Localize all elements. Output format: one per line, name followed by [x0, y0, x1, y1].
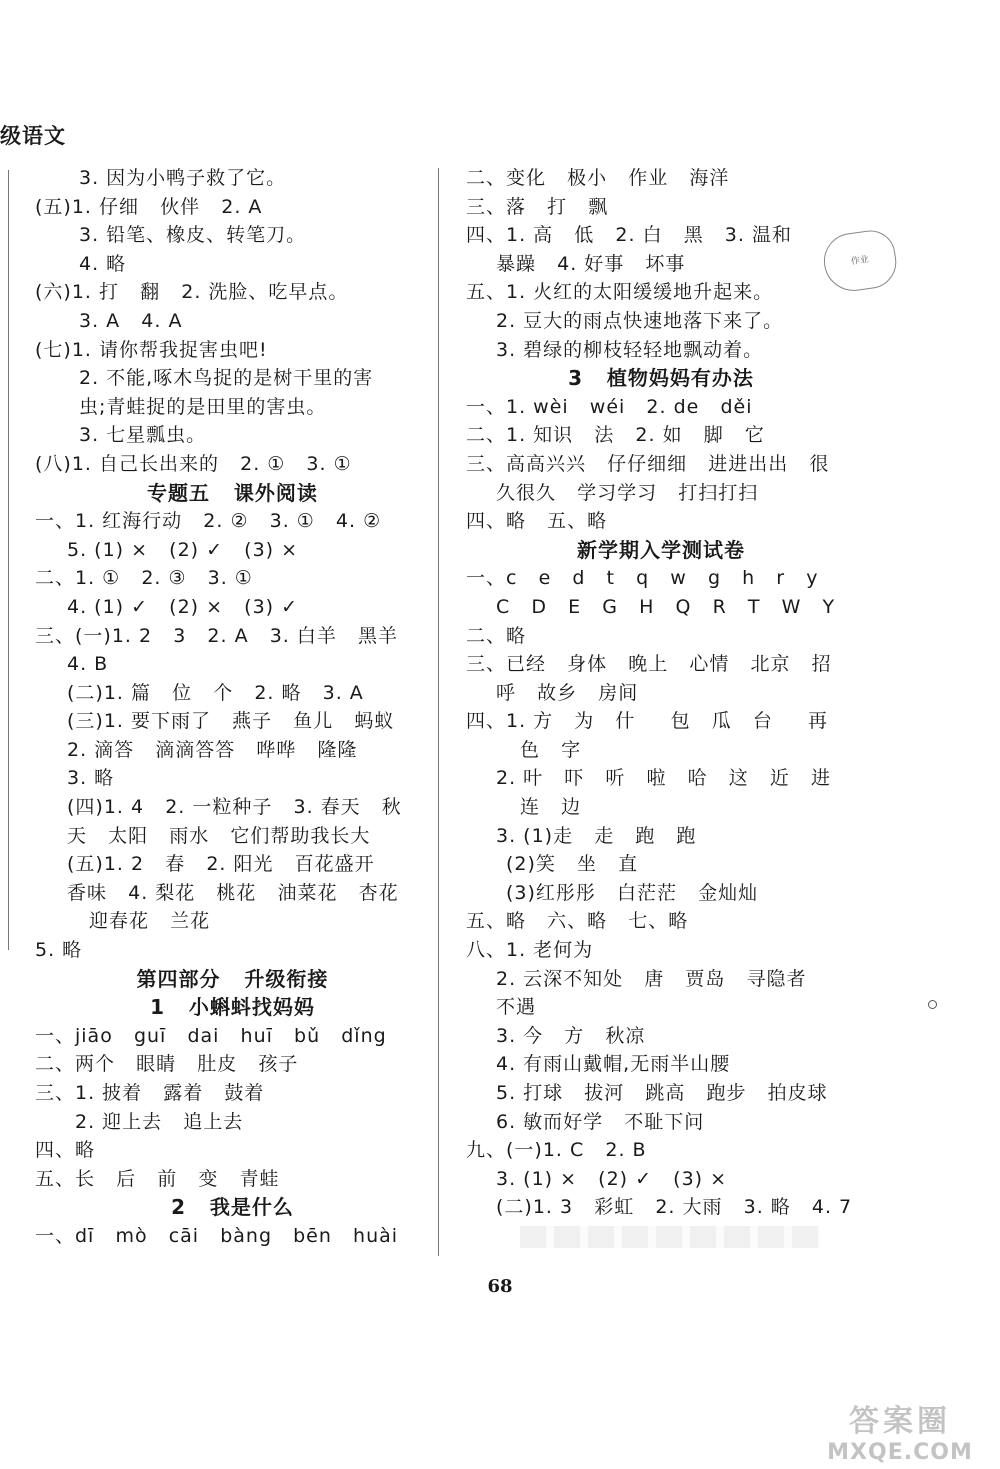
answer-line: 3. 铅笔、橡皮、转笔刀。 — [79, 224, 307, 247]
answer-line: C D E G H Q R T W Y — [496, 595, 836, 618]
answer-line: (六)1. 打 翻 2. 洗脸、吃早点。 — [35, 281, 349, 304]
answer-line: 2. 滴答 滴滴答答 哗哗 隆隆 — [67, 738, 358, 761]
answer-line: 虫;青蛙捉的是田里的害虫。 — [79, 395, 327, 418]
answer-line: (五)1. 仔细 伙伴 2. A — [35, 195, 263, 218]
answer-line: 2. 迎上去 追上去 — [75, 1110, 244, 1133]
answer-line: 3. 因为小鸭子救了它。 — [79, 167, 287, 189]
answer-line: 迎春花 兰花 — [89, 910, 211, 933]
answer-line: 3. (1) × (2) ✓ (3) × — [496, 1167, 728, 1190]
watermark-text: 答案圈 — [849, 1404, 951, 1439]
answer-line: 3. A 4. A — [79, 309, 183, 332]
section-heading: 专题五 课外阅读 — [147, 480, 318, 505]
answer-line: 九、(一)1. C 2. B — [466, 1139, 647, 1162]
answer-line: 二、略 — [466, 624, 527, 647]
section-heading: 2 我是什么 — [171, 1195, 294, 1220]
answer-line: (二)1. 3 彩虹 2. 大雨 3. 略 4. 7 — [496, 1196, 853, 1219]
section-heading: 新学期入学测试卷 — [577, 537, 745, 562]
answer-line: 三、高高兴兴 仔仔细细 进进出出 很 — [466, 452, 830, 475]
answer-line: 3. (1)走 走 跑 跑 — [496, 824, 697, 847]
answer-line: (五)1. 2 春 2. 阳光 百花盛开 — [67, 853, 375, 876]
answer-line: 4. 有雨山戴帽,无雨半山腰 — [496, 1053, 731, 1076]
answer-line: 暴躁 4. 好事 坏事 — [496, 252, 686, 275]
answer-line: 八、1. 老何为 — [466, 939, 594, 962]
answer-line: 二、1. 知识 法 2. 如 脚 它 — [466, 424, 765, 447]
answer-line: (四)1. 4 2. 一粒种子 3. 春天 秋 — [67, 796, 402, 819]
answer-line: (七)1. 请你帮我捉害虫吧! — [35, 338, 268, 361]
answer-line: (八)1. 自己长出来的 2. ① 3. ① — [35, 452, 352, 475]
answer-line: 呼 故乡 房间 — [496, 681, 639, 704]
answer-line: 四、1. 方 为 什 包 瓜 台 再 — [466, 710, 829, 733]
answer-line: 一、1. wèi wéi 2. de děi — [466, 395, 753, 418]
watermark — [800, 1392, 1000, 1469]
answer-line: (三)1. 要下雨了 燕子 鱼儿 蚂蚁 — [67, 710, 395, 733]
answer-line: 二、1. ① 2. ③ 3. ① — [35, 567, 253, 590]
answer-line: 一、dī mò cāi bàng bēn huài — [35, 1224, 399, 1247]
answer-line: 2. 叶 吓 听 啦 哈 这 近 进 — [496, 767, 831, 790]
answer-line: 连 边 — [520, 796, 582, 819]
answer-line: 三、1. 披着 露着 鼓着 — [35, 1082, 265, 1104]
left-column — [35, 164, 430, 1251]
answer-line: 2. 不能,啄木鸟捉的是树干里的害 — [79, 367, 374, 390]
answer-line: 5. 打球 拔河 跳高 跑步 拍皮球 — [496, 1082, 828, 1104]
section-heading: 3 植物妈妈有办法 — [568, 366, 754, 391]
section-heading: 1 小蝌蚪找妈妈 — [150, 995, 315, 1020]
answer-line: 一、c e d t q w g h r y — [466, 567, 819, 590]
answer-line: 五、长 后 前 变 青蛙 — [35, 1167, 280, 1190]
answer-line: 四、略 五、略 — [466, 510, 608, 533]
answer-line: 不遇 — [496, 996, 537, 1019]
answer-line: (2)笑 坐 直 — [506, 853, 639, 876]
answer-line: 3. 略 — [67, 767, 115, 790]
answer-line: 四、1. 高 低 2. 白 黑 3. 温和 — [466, 224, 792, 247]
answer-line: (二)1. 篇 位 个 2. 略 3. A — [67, 681, 364, 704]
answer-line: (3)红彤彤 白茫茫 金灿灿 — [506, 881, 759, 904]
answer-line: 4. (1) ✓ (2) × (3) ✓ — [67, 595, 299, 618]
header-title: 级语文 — [0, 124, 66, 148]
answer-line: 3. 七星瓢虫。 — [79, 424, 207, 447]
answer-line: 4. 略 — [79, 252, 127, 275]
left-margin-rule — [8, 170, 9, 950]
faded-print-strip — [520, 1226, 820, 1248]
answer-line: 久很久 学习学习 打扫打扫 — [496, 481, 759, 504]
answer-line: 一、jiāo guī dai huī bǔ dǐng — [35, 1024, 387, 1047]
answer-line: 三、已经 身体 晚上 心情 北京 招 — [466, 653, 832, 676]
page-number: 68 — [487, 1276, 513, 1297]
section-heading: 第四部分 升级衔接 — [136, 966, 329, 991]
answer-line: 一、1. 红海行动 2. ② 3. ① 4. ② — [35, 510, 382, 533]
answer-line: 6. 敏而好学 不耻下问 — [496, 1110, 705, 1133]
answer-line: 3. 碧绿的柳枝轻轻地飘动着。 — [496, 338, 764, 361]
column-divider — [438, 168, 439, 1256]
answer-line: 5. 略 — [35, 939, 83, 962]
stray-mark — [928, 1000, 937, 1009]
answer-line: 五、1. 火红的太阳缓缓地升起来。 — [466, 281, 774, 304]
answer-line: 二、变化 极小 作业 海洋 — [466, 167, 730, 189]
answer-line: 4. B — [67, 653, 109, 676]
watermark-url: MXQE.COM — [827, 1440, 973, 1465]
answer-line: 2. 云深不知处 唐 贾岛 寻隐者 — [496, 967, 807, 990]
answer-line: 三、落 打 飘 — [466, 195, 609, 218]
right-column — [466, 164, 856, 1222]
answer-line: 二、两个 眼睛 肚皮 孩子 — [35, 1053, 299, 1076]
answer-line: 四、略 — [35, 1139, 96, 1162]
answer-line: 3. 今 方 秋凉 — [496, 1024, 646, 1047]
answer-line: 2. 豆大的雨点快速地落下来了。 — [496, 309, 784, 332]
answer-line: 五、略 六、略 七、略 — [466, 910, 689, 933]
answer-line: 天 太阳 雨水 它们帮助我长大 — [67, 824, 371, 847]
answer-line: 5. (1) × (2) ✓ (3) × — [67, 538, 299, 561]
answer-line: 色 字 — [520, 738, 582, 761]
stamp-label: 作业 — [850, 254, 870, 268]
answer-line: 香味 4. 梨花 桃花 油菜花 杏花 — [67, 881, 399, 904]
answer-line: 三、(一)1. 2 3 2. A 3. 白羊 黑羊 — [35, 624, 398, 647]
